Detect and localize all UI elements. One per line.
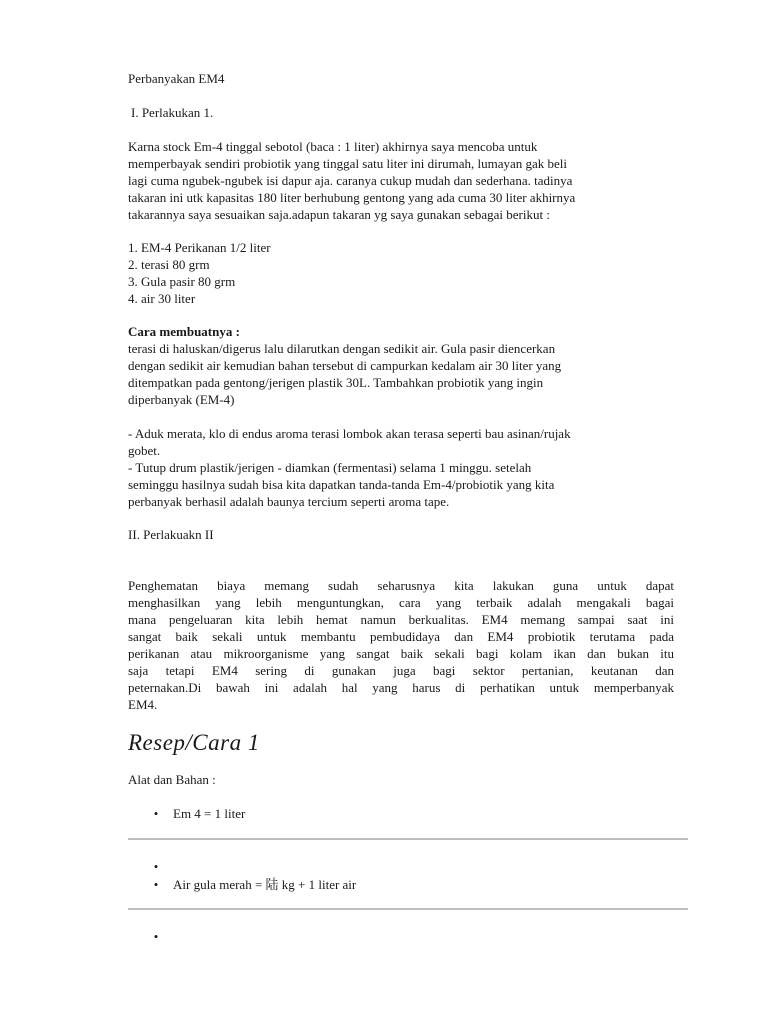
intro-line: takaran ini utk kapasitas 180 liter berhubung gentong yang ada cuma 30 liter akhirnya [128, 190, 576, 205]
paragraph-line: mana pengeluaran kita lebih hemat namun berkualitas. EM4 memang sampai saat ini [128, 612, 674, 627]
horizontal-divider [128, 908, 688, 910]
list-item [153, 805, 246, 822]
bullet-icon: • [153, 859, 159, 874]
paragraph-line: EM4. [128, 697, 158, 712]
ingredient-item: 3. Gula pasir 80 grm [128, 274, 236, 289]
ingredient-item: 1. EM-4 Perikanan 1/2 liter [128, 240, 271, 255]
cara-line: terasi di haluskan/digerus lalu dilarutkan dengan sedikit air. Gula pasir diencerkan [128, 341, 556, 356]
list-item-text: Air gula merah = 陆 kg + 1 liter air [173, 877, 357, 892]
bullet-icon: • [153, 929, 159, 944]
alat-label: Alat dan Bahan : [128, 772, 216, 787]
paragraph-line: peternakan.Di bawah ini adalah hal yang harus di perhatikan untuk memperbanyak [128, 680, 674, 695]
paragraph-line: sangat baik sekali untuk membantu pembudidaya dan EM4 probiotik terutama pada [128, 629, 674, 644]
ingredient-item: 2. terasi 80 grm [128, 257, 210, 272]
intro-line: takarannya saya sesuaikan saja.adapun takaran yg saya gunakan sebagai berikut : [128, 207, 550, 222]
step-line: perbanyak berhasil adalah baunya tercium seperti aroma tape. [128, 494, 450, 509]
intro-line: Karna stock Em-4 tinggal sebotol (baca : 1 liter) akhirnya saya mencoba untuk [128, 139, 538, 154]
recipe-heading: Resep/Cara 1 [128, 730, 260, 755]
paragraph-line: menghasilkan yang lebih menguntungkan, cara yang terbaik adalah mengakali bagai [128, 595, 674, 610]
list-item-text: Em 4 = 1 liter [173, 806, 246, 821]
horizontal-divider [128, 838, 688, 840]
paragraph-line: perikanan atau mikroorganisme yang sangat baik sekali bagi kolam ikan dan bukan itu [128, 646, 674, 661]
cara-heading: Cara membuatnya : [128, 324, 240, 339]
step-line: - Tutup drum plastik/jerigen - diamkan (fermentasi) selama 1 minggu. setelah [128, 460, 532, 475]
step-line: seminggu hasilnya sudah bisa kita dapatkan tanda-tanda Em-4/probiotik yang kita [128, 477, 555, 492]
step-line: gobet. [128, 443, 161, 458]
section-1-heading: I. Perlakukan 1. [131, 105, 214, 120]
list-item [153, 876, 357, 893]
cara-line: diperbanyak (EM-4) [128, 392, 235, 407]
paragraph-line: Penghematan biaya memang sudah seharusnya kita lakukan guna untuk dapat [128, 578, 674, 593]
section-2-heading: II. Perlakuakn II [128, 527, 214, 542]
intro-line: memperbayak sendiri probiotik yang tinggal satu liter ini dirumah, lumayan gak beli [128, 156, 568, 171]
document-title: Perbanyakan EM4 [128, 71, 225, 86]
cara-line: ditempatkan pada gentong/jerigen plastik 30L. Tambahkan probiotik yang ingin [128, 375, 544, 390]
intro-line: lagi cuma ngubek-ngubek isi dapur aja. caranya cukup mudah dan sederhana. tadinya [128, 173, 573, 188]
bullet-icon: • [153, 806, 159, 821]
step-line: - Aduk merata, klo di endus aroma terasi lombok akan terasa seperti bau asinan/rujak [128, 426, 571, 441]
paragraph-line: saja tetapi EM4 sering di gunakan juga bagi sektor pertanian, keutanan dan [128, 663, 674, 678]
cara-line: dengan sedikit air kemudian bahan tersebut di campurkan kedalam air 30 liter yang [128, 358, 562, 373]
bullet-icon: • [153, 877, 159, 892]
ingredient-item: 4. air 30 liter [128, 291, 196, 306]
